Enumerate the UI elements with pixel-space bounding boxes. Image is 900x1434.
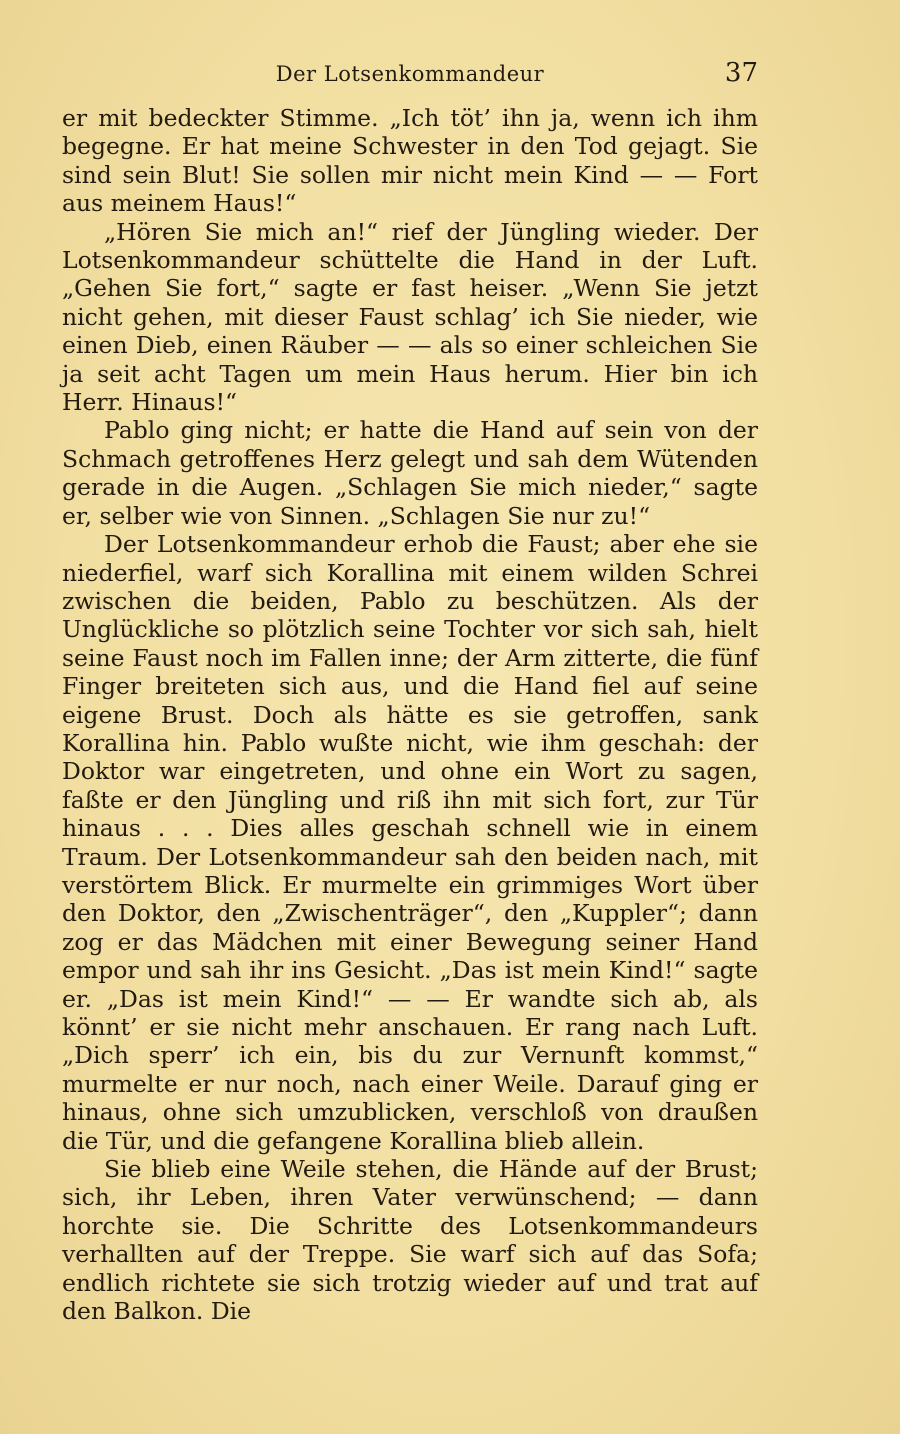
running-header: [62, 58, 758, 92]
paragraph-4: Der Lotsenkommandeur erhob die Faust; aber ehe sie niederfiel, warf sich Korallina mit einem wilden Schrei zwischen die beiden, Pablo zu beschützen. Als der Unglückliche so plötzlich seine Tochter vor sich sah, hielt seine Faust noch im Fallen inne; der Arm zitterte, die fünf Finger breiteten sich aus, und die Hand fiel auf seine eigene Brust. Doch als hätte es sie getroffen, sank Korallina hin. Pablo wußte nicht, wie ihm geschah: der Doktor war eingetreten, und ohne ein Wort zu sagen, faßte er den Jüngling und riß ihn mit sich fort, zur Tür hinaus . . . Dies alles geschah schnell wie in einem Traum. Der Lotsenkommandeur sah den beiden nach, mit verstörtem Blick. Er murmelte ein grimmiges Wort über den Doktor, den „Zwischenträger“, den „Kuppler“; dann zog er das Mädchen mit einer Bewegung seiner Hand empor und sah ihr ins Gesicht. „Das ist mein Kind!“ sagte er. „Das ist mein Kind!“ — — Er wandte sich ab, als könnt’ er sie nicht mehr anschauen. Er rang nach Luft. „Dich sperr’ ich ein, bis du zur Vernunft kommst,“ murmelte er nur noch, nach einer Weile. Darauf ging er hinaus, ohne sich umzublicken, verschloß von draußen die Tür, und die gefangene Korallina blieb allein.: [62, 530, 758, 1155]
paragraph-2: „Hören Sie mich an!“ rief der Jüngling wieder. Der Lotsenkommandeur schüttelte die Hand in der Luft. „Gehen Sie fort,“ sagte er fast heiser. „Wenn Sie jetzt nicht gehen, mit dieser Faust schlag’ ich Sie nieder, wie einen Dieb, einen Räuber — — als so einer schleichen Sie ja seit acht Tagen um mein Haus herum. Hier bin ich Herr. Hinaus!“: [62, 217, 758, 417]
paragraph-1: er mit bedeckter Stimme. „Ich töt’ ihn ja, wenn ich ihm begegne. Er hat meine Schwester in den Tod gejagt. Sie sind sein Blut! Sie sollen mir nicht mein Kind — — Fort aus meinem Haus!“: [62, 104, 758, 218]
paragraph-3: Pablo ging nicht; er hatte die Hand auf sein von der Schmach getroffenes Herz gelegt und sah dem Wütenden gerade in die Augen. „Schlagen Sie mich nieder,“ sagte er, selber wie von Sinnen. „Schlagen Sie nur zu!“: [62, 416, 758, 530]
page-number: 37: [724, 58, 758, 88]
body-text: [62, 104, 758, 1325]
paragraph-5: Sie blieb eine Weile stehen, die Hände auf der Brust; sich, ihr Leben, ihren Vater verwünschend; — dann horchte sie. Die Schritte des Lotsenkommandeurs verhallten auf der Treppe. Sie warf sich auf das Sofa; endlich richtete sie sich trotzig wieder auf und trat auf den Balkon. Die: [62, 1155, 758, 1326]
running-title: Der Lotsenkommandeur: [275, 62, 545, 86]
